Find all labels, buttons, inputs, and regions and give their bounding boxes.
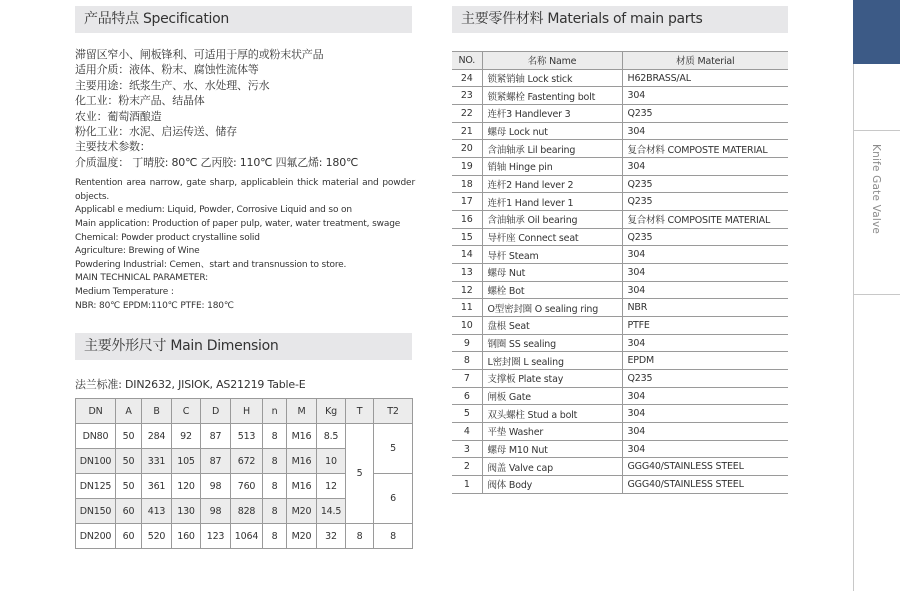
material-no-cell: 18 bbox=[452, 175, 482, 193]
table-row bbox=[452, 211, 788, 229]
dimension-cell: 92 bbox=[172, 424, 201, 449]
table-row bbox=[452, 440, 788, 458]
material-value-cell: 304 bbox=[622, 87, 788, 105]
dimension-cell: M20 bbox=[287, 524, 317, 549]
material-name-cell: L密封圈 L sealing bbox=[482, 352, 622, 370]
material-name-cell: 盘根 Seat bbox=[482, 317, 622, 335]
dimension-cell: 1064 bbox=[231, 524, 263, 549]
spec-en-line: Rentention area narrow, gate sharp, applicablein thick material and powder objects. bbox=[75, 178, 415, 202]
material-name-cell: 导杆 Steam bbox=[482, 246, 622, 264]
dimension-cell: 105 bbox=[172, 449, 201, 474]
dimension-cell: M20 bbox=[287, 499, 317, 524]
table-row bbox=[452, 423, 788, 441]
table-row bbox=[452, 352, 788, 370]
materials-header: 主要零件材料 Materials of main parts bbox=[452, 6, 788, 33]
spec-cn-line: 介质温度： 丁晴胶: 80℃ 乙丙胶: 110℃ 四氟乙烯: 180℃ bbox=[75, 155, 359, 169]
material-no-cell: 15 bbox=[452, 228, 482, 246]
material-name-cell: 螺母 Nut bbox=[482, 264, 622, 282]
materials-header-cell: 名称 Name bbox=[482, 52, 622, 70]
material-no-cell: 8 bbox=[452, 352, 482, 370]
dimension-cell: 828 bbox=[231, 499, 263, 524]
material-no-cell: 9 bbox=[452, 334, 482, 352]
material-value-cell: Q235 bbox=[622, 175, 788, 193]
dimension-cell: 10 bbox=[317, 449, 346, 474]
table-row bbox=[452, 370, 788, 388]
material-name-cell: 锁紧螺栓 Fastenting bolt bbox=[482, 87, 622, 105]
dimension-cell: 32 bbox=[317, 524, 346, 549]
material-value-cell: 复合材料 COMPOSITE MATERIAL bbox=[622, 211, 788, 229]
table-row bbox=[452, 264, 788, 282]
material-name-cell: 螺栓 Bot bbox=[482, 281, 622, 299]
dimension-cell: 50 bbox=[116, 474, 142, 499]
spec-cn-line: 化工业：粉末产品、结晶体 bbox=[75, 94, 205, 108]
dimension-header-cell: n bbox=[263, 399, 287, 424]
material-no-cell: 11 bbox=[452, 299, 482, 317]
material-name-cell: 平垫 Washer bbox=[482, 423, 622, 441]
dimension-cell: 14.5 bbox=[317, 499, 346, 524]
material-value-cell: 复合材料 COMPOSTE MATERIAL bbox=[622, 140, 788, 158]
spec-en-line: Applicabl e medium: Liquid, Powder, Corrosive Liquid and so on bbox=[75, 205, 352, 216]
dimension-cell: DN200 bbox=[76, 524, 116, 549]
table-row bbox=[452, 122, 788, 140]
material-value-cell: 304 bbox=[622, 122, 788, 140]
dimension-cell: 520 bbox=[142, 524, 172, 549]
dimension-cell-t: 8 bbox=[346, 524, 374, 549]
material-no-cell: 14 bbox=[452, 246, 482, 264]
material-no-cell: 22 bbox=[452, 105, 482, 123]
dimension-cell-t2: 5 bbox=[374, 424, 413, 474]
material-no-cell: 24 bbox=[452, 69, 482, 87]
dimension-cell: 98 bbox=[201, 474, 231, 499]
material-value-cell: GGG40/STAINLESS STEEL bbox=[622, 476, 788, 494]
dimension-cell: 87 bbox=[201, 449, 231, 474]
material-value-cell: 304 bbox=[622, 440, 788, 458]
material-no-cell: 2 bbox=[452, 458, 482, 476]
material-name-cell: 双头螺柱 Stud a bolt bbox=[482, 405, 622, 423]
dimension-cell: M16 bbox=[287, 449, 317, 474]
dimension-cell: 98 bbox=[201, 499, 231, 524]
material-value-cell: Q235 bbox=[622, 370, 788, 388]
table-row bbox=[452, 317, 788, 335]
materials-header-row bbox=[452, 52, 788, 70]
material-name-cell: 连杆2 Hand lever 2 bbox=[482, 175, 622, 193]
material-name-cell: 闸板 Gate bbox=[482, 387, 622, 405]
material-no-cell: 10 bbox=[452, 317, 482, 335]
dimension-header-cell: T2 bbox=[374, 399, 413, 424]
material-value-cell: Q235 bbox=[622, 105, 788, 123]
dimension-table bbox=[75, 398, 413, 549]
material-no-cell: 1 bbox=[452, 476, 482, 494]
material-value-cell: GGG40/STAINLESS STEEL bbox=[622, 458, 788, 476]
dimension-cell: 760 bbox=[231, 474, 263, 499]
dimension-cell: DN80 bbox=[76, 424, 116, 449]
material-value-cell: H62BRASS/AL bbox=[622, 69, 788, 87]
spec-cn-line: 主要用途：纸浆生产、水、水处理、污水 bbox=[75, 78, 270, 92]
material-no-cell: 3 bbox=[452, 440, 482, 458]
table-row bbox=[452, 69, 788, 87]
dimension-cell: 8 bbox=[263, 449, 287, 474]
table-row bbox=[452, 458, 788, 476]
table-row bbox=[452, 387, 788, 405]
material-value-cell: Q235 bbox=[622, 193, 788, 211]
dimension-cell: M16 bbox=[287, 424, 317, 449]
side-divider-line bbox=[853, 64, 854, 591]
material-name-cell: 连杆3 Handlever 3 bbox=[482, 105, 622, 123]
material-value-cell: 304 bbox=[622, 405, 788, 423]
dimension-cell: DN150 bbox=[76, 499, 116, 524]
side-tick bbox=[853, 294, 900, 295]
material-value-cell: 304 bbox=[622, 387, 788, 405]
table-row bbox=[452, 87, 788, 105]
table-row bbox=[452, 105, 788, 123]
dimension-cell-t: 5 bbox=[346, 424, 374, 524]
table-row bbox=[76, 524, 413, 549]
spec-en-line: Powdering Industrial: Cemen、start and transnussion to store. bbox=[75, 259, 347, 270]
dimension-cell: 50 bbox=[116, 424, 142, 449]
spec-cn-line: 适用介质：液体、粉末、腐蚀性流体等 bbox=[75, 63, 259, 77]
material-name-cell: 含油轴承 Lil bearing bbox=[482, 140, 622, 158]
dimension-header-cell: B bbox=[142, 399, 172, 424]
spec-cn-line: 粉化工业：水泥、启运传送、储存 bbox=[75, 125, 237, 139]
dimension-cell: 123 bbox=[201, 524, 231, 549]
material-value-cell: 304 bbox=[622, 423, 788, 441]
material-name-cell: 螺母 Lock nut bbox=[482, 122, 622, 140]
dimension-cell: 284 bbox=[142, 424, 172, 449]
material-value-cell: 304 bbox=[622, 158, 788, 176]
spec-en-line: Agriculture: Brewing of Wine bbox=[75, 246, 200, 257]
dimension-header-cell: M bbox=[287, 399, 317, 424]
material-no-cell: 16 bbox=[452, 211, 482, 229]
dimension-cell: 60 bbox=[116, 524, 142, 549]
dimension-header-cell: H bbox=[231, 399, 263, 424]
dimension-cell: 361 bbox=[142, 474, 172, 499]
specification-chinese-lines bbox=[75, 47, 415, 170]
spec-en-line: MAIN TECHNICAL PARAMETER: bbox=[75, 273, 209, 284]
spec-cn-line: 主要技术参数： bbox=[75, 140, 151, 154]
material-no-cell: 23 bbox=[452, 87, 482, 105]
material-name-cell: 连杆1 Hand lever 1 bbox=[482, 193, 622, 211]
material-value-cell: 304 bbox=[622, 281, 788, 299]
table-row bbox=[452, 175, 788, 193]
dimension-header-cell: DN bbox=[76, 399, 116, 424]
material-no-cell: 21 bbox=[452, 122, 482, 140]
material-no-cell: 20 bbox=[452, 140, 482, 158]
dimension-cell: 12 bbox=[317, 474, 346, 499]
dimension-cell: 331 bbox=[142, 449, 172, 474]
specification-header: 产品特点 Specification bbox=[75, 6, 412, 33]
table-row bbox=[452, 158, 788, 176]
table-row bbox=[452, 281, 788, 299]
material-value-cell: EPDM bbox=[622, 352, 788, 370]
spec-en-line: Main application: Production of paper pulp, water, water treatment, swage bbox=[75, 219, 401, 230]
dimension-cell: 60 bbox=[116, 499, 142, 524]
material-no-cell: 13 bbox=[452, 264, 482, 282]
materials-table bbox=[452, 51, 788, 494]
material-no-cell: 19 bbox=[452, 158, 482, 176]
material-value-cell: Q235 bbox=[622, 228, 788, 246]
flange-standard: 法兰标准: DIN2632, JISIOK, AS21219 Table-E bbox=[75, 378, 306, 391]
table-row bbox=[452, 334, 788, 352]
dimension-cell: DN100 bbox=[76, 449, 116, 474]
dimension-cell: 413 bbox=[142, 499, 172, 524]
table-row bbox=[452, 140, 788, 158]
material-name-cell: 阀体 Body bbox=[482, 476, 622, 494]
spec-cn-line: 滞留区窄小、闸板锋利、可适用于厚的或粉末状产品 bbox=[75, 48, 324, 61]
dimension-header-cell: Kg bbox=[317, 399, 346, 424]
side-tick bbox=[853, 130, 900, 131]
spec-en-line: Medium Temperature : bbox=[75, 287, 174, 297]
dimension-cell: 8 bbox=[263, 474, 287, 499]
dimension-cell: DN125 bbox=[76, 474, 116, 499]
dimension-header-cell: C bbox=[172, 399, 201, 424]
dimension-header-cell: T bbox=[346, 399, 374, 424]
specification-english-lines bbox=[75, 177, 415, 313]
material-no-cell: 12 bbox=[452, 281, 482, 299]
material-name-cell: O型密封圈 O sealing ring bbox=[482, 299, 622, 317]
spec-cn-line: 农业：葡萄酒酿造 bbox=[75, 109, 162, 123]
spec-en-line: NBR: 80℃ EPDM:110℃ PTFE: 180℃ bbox=[75, 300, 234, 311]
dimension-cell: 8.5 bbox=[317, 424, 346, 449]
side-product-label: Knife Gate Valve bbox=[870, 144, 882, 235]
side-accent-block bbox=[853, 0, 900, 64]
dimension-cell: 160 bbox=[172, 524, 201, 549]
material-no-cell: 17 bbox=[452, 193, 482, 211]
dimension-cell: 8 bbox=[263, 524, 287, 549]
material-value-cell: 304 bbox=[622, 264, 788, 282]
dimension-cell: 513 bbox=[231, 424, 263, 449]
materials-header-cell: NO. bbox=[452, 52, 482, 70]
dimension-cell: 120 bbox=[172, 474, 201, 499]
materials-header-cell: 材质 Material bbox=[622, 52, 788, 70]
table-row bbox=[452, 299, 788, 317]
material-no-cell: 7 bbox=[452, 370, 482, 388]
material-value-cell: 304 bbox=[622, 246, 788, 264]
material-value-cell: PTFE bbox=[622, 317, 788, 335]
material-name-cell: 螺母 M10 Nut bbox=[482, 440, 622, 458]
dimension-cell: 130 bbox=[172, 499, 201, 524]
spec-en-line: Chemical: Powder product crystalline solid bbox=[75, 232, 260, 243]
material-name-cell: 导杆座 Connect seat bbox=[482, 228, 622, 246]
dimension-header-row bbox=[76, 399, 413, 424]
material-value-cell: NBR bbox=[622, 299, 788, 317]
dimension-cell: 8 bbox=[263, 424, 287, 449]
material-no-cell: 6 bbox=[452, 387, 482, 405]
specification-text bbox=[75, 47, 415, 313]
main-dimension-header: 主要外形尺寸 Main Dimension bbox=[75, 333, 412, 360]
table-row bbox=[452, 405, 788, 423]
dimension-cell: 87 bbox=[201, 424, 231, 449]
dimension-header-cell: D bbox=[201, 399, 231, 424]
material-name-cell: 含油轴承 Oil bearing bbox=[482, 211, 622, 229]
table-row bbox=[452, 246, 788, 264]
table-row bbox=[452, 228, 788, 246]
table-row bbox=[76, 424, 413, 449]
material-value-cell: 304 bbox=[622, 334, 788, 352]
dimension-cell-t2: 6 bbox=[374, 474, 413, 524]
dimension-cell-t2: 8 bbox=[374, 524, 413, 549]
dimension-cell: 672 bbox=[231, 449, 263, 474]
dimension-cell: M16 bbox=[287, 474, 317, 499]
material-name-cell: 钢圈 SS sealing bbox=[482, 334, 622, 352]
material-no-cell: 5 bbox=[452, 405, 482, 423]
material-name-cell: 锁紧销轴 Lock stick bbox=[482, 69, 622, 87]
material-name-cell: 支撑板 Plate stay bbox=[482, 370, 622, 388]
material-no-cell: 4 bbox=[452, 423, 482, 441]
material-name-cell: 阀盖 Valve cap bbox=[482, 458, 622, 476]
dimension-header-cell: A bbox=[116, 399, 142, 424]
material-name-cell: 销轴 Hinge pin bbox=[482, 158, 622, 176]
table-row bbox=[452, 476, 788, 494]
table-row bbox=[452, 193, 788, 211]
dimension-cell: 8 bbox=[263, 499, 287, 524]
dimension-cell: 50 bbox=[116, 449, 142, 474]
